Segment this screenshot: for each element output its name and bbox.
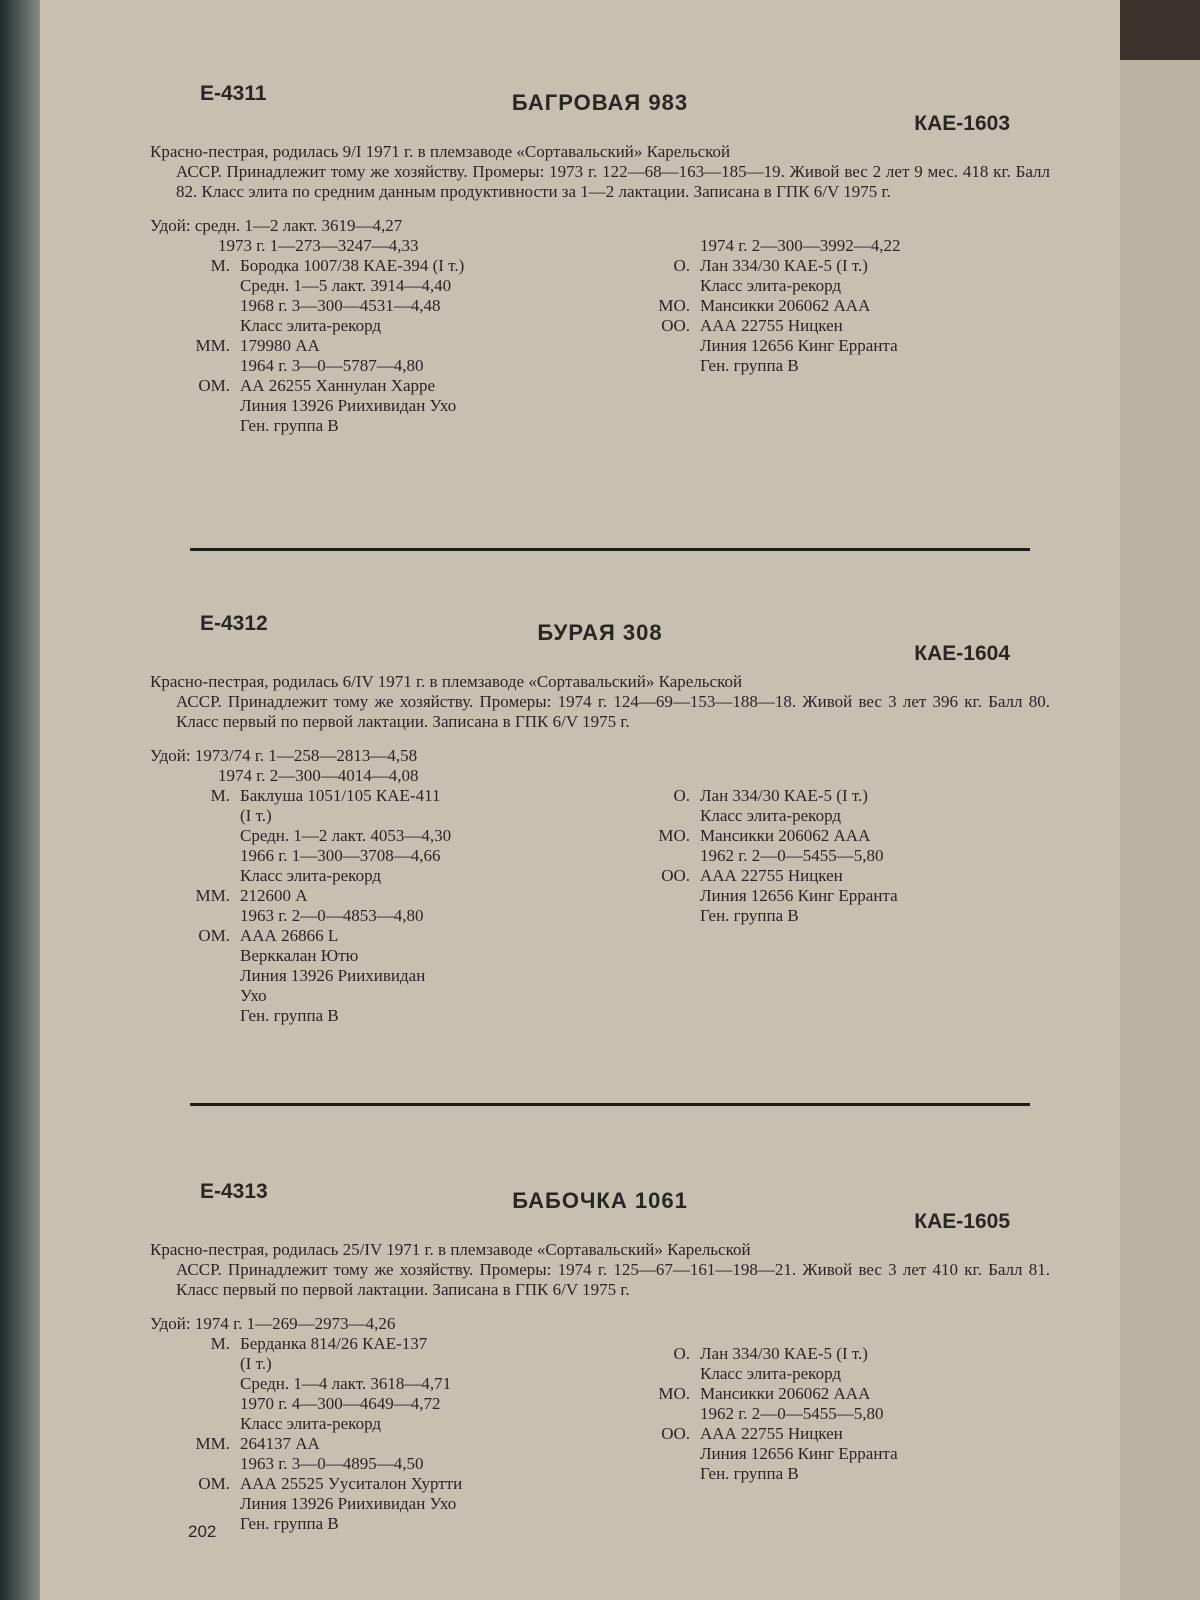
pedigree-line: Класс элита-рекорд: [240, 316, 381, 335]
entry-number: Е-4313: [200, 1180, 268, 1203]
pedigree-line: Ген. группа В: [240, 416, 339, 435]
pedigree-row-maternal-grandmother: ММ. 264137 АА: [195, 1434, 320, 1453]
pedigree-line: Ген. группа В: [240, 1514, 339, 1533]
pedigree-line: Класс элита-рекорд: [240, 866, 381, 885]
kae-number: КАЕ-1604: [914, 642, 1010, 665]
pedigree-line: 1963 г. 3—0—4895—4,50: [240, 1454, 424, 1473]
cow-name: БУРАЯ 308: [537, 620, 663, 645]
pedigree-line: Класс элита-рекорд: [240, 1414, 381, 1433]
pedigree-row-paternal-grandfather: ОО. ААА 22755 Ницкен: [661, 1424, 843, 1443]
description-first-line: Красно-пестрая, родилась 9/I 1971 г. в племзаводе «Сортавальский» Карельской: [150, 142, 731, 161]
description-first-line: Красно-пестрая, родилась 25/IV 1971 г. в племзаводе «Сортавальский» Карельской: [150, 1240, 751, 1259]
pedigree-row-father: О. Лан 334/30 КАЕ-5 (I т.): [673, 786, 868, 805]
cow-name: БАГРОВАЯ 983: [511, 90, 689, 115]
pedigree-line: Класс элита-рекорд: [700, 276, 841, 295]
pedigree-left: [150, 216, 610, 436]
pedigree-line: 1962 г. 2—0—5455—5,80: [700, 1404, 884, 1423]
facing-page-edge: [1110, 60, 1200, 1600]
entry-header: [150, 82, 1050, 135]
kae-number: КАЕ-1603: [914, 112, 1010, 135]
pedigree-row-maternal-grandfather: ОМ. ААА 25525 Ууситалон Хуртти: [198, 1474, 463, 1493]
pedigree-line: 1962 г. 2—0—5455—5,80: [700, 846, 884, 865]
pedigree-line: Линия 13926 Риихивидан Ухо: [240, 1494, 457, 1513]
pedigree-right: [630, 236, 1050, 376]
pedigree-line: 1970 г. 4—300—4649—4,72: [240, 1394, 441, 1413]
pedigree-line: (I т.): [240, 1354, 272, 1373]
pedigree-row-paternal-grandfather: ОО. ААА 22755 Ницкен: [661, 316, 843, 335]
pedigree-right: [630, 1344, 1050, 1484]
pedigree-line: Линия 13926 Риихивидан: [240, 966, 426, 985]
entry-e4312: [150, 612, 1050, 1025]
pedigree-line: 1964 г. 3—0—5787—4,80: [240, 356, 424, 375]
pedigree-line: Ген. группа В: [700, 356, 799, 375]
pedigree-line: Средн. 1—2 лакт. 4053—4,30: [240, 826, 452, 845]
entry-description: [150, 142, 1050, 202]
pedigree-line: Ген. группа В: [700, 906, 799, 925]
section-divider: [190, 1103, 1030, 1106]
entry-e4311: [150, 82, 1050, 435]
milk-yield: Удой: 1974 г. 1—269—2973—4,26: [150, 1314, 396, 1333]
pedigree-line: Средн. 1—4 лакт. 3618—4,71: [240, 1374, 452, 1393]
pedigree-row-maternal-grandmother: ММ. 212600 А: [195, 886, 308, 905]
section-divider: [190, 548, 1030, 551]
entry-header: [150, 612, 1050, 665]
pedigree-line: Линия 13926 Риихивидан Ухо: [240, 396, 457, 415]
description-rest: АССР. Принадлежит тому же хозяйству. Промеры: 1974 г. 124—69—153—188—18. Живой вес 3 лет 396 кг. Балл 80. Класс первый по первой лактации. Записана в ГПК 6/V 1975 г.: [176, 692, 1050, 731]
book-spine: [0, 0, 40, 1600]
pedigree-row-mother: М. Баклуша 1051/105 КАЕ-411: [210, 786, 441, 805]
milk-yield-line: 1973 г. 1—273—3247—4,33: [218, 236, 419, 255]
pedigree-row-mother: М. Бородка 1007/38 КАЕ-394 (I т.): [210, 256, 465, 275]
pedigree-line: Линия 12656 Кинг Ерранта: [700, 886, 898, 905]
pedigree-line: Ген. группа В: [700, 1464, 799, 1483]
pedigree-row-paternal-grandfather: ОО. ААА 22755 Ницкен: [661, 866, 843, 885]
pedigree-row-mother: М. Берданка 814/26 КАЕ-137: [210, 1334, 428, 1353]
description-rest: АССР. Принадлежит тому же хозяйству. Промеры: 1974 г. 125—67—161—198—21. Живой вес 3 лет 410 кг. Балл 81. Класс первый по первой лактации. Записана в ГПК 6/V 1975 г.: [176, 1260, 1050, 1299]
pedigree-row-paternal-grandmother: МО. Мансикки 206062 ААА: [658, 826, 871, 845]
page-number: 202: [188, 1522, 217, 1541]
pedigree-row-father: О. Лан 334/30 КАЕ-5 (I т.): [673, 1344, 868, 1363]
pedigree-line: Верккалан Ютю: [240, 946, 359, 965]
pedigree-row-maternal-grandfather: ОМ. АА 26255 Ханнулан Харре: [198, 376, 436, 395]
milk-yield: Удой: 1973/74 г. 1—258—2813—4,58: [150, 746, 418, 765]
cow-name: БАБОЧКА 1061: [512, 1188, 688, 1213]
pedigree-row-paternal-grandmother: МО. Мансикки 206062 ААА: [658, 296, 871, 315]
entry-number: Е-4312: [200, 612, 268, 635]
description-rest: АССР. Принадлежит тому же хозяйству. Промеры: 1973 г. 122—68—163—185—19. Живой вес 2 лет 9 мес. 418 кг. Балл 82. Класс элита по средним данным продуктивности за 1—2 лактации. Записана в ГПК 6/V 1975 г.: [176, 162, 1050, 201]
milk-yield-line: 1974 г. 2—300—4014—4,08: [218, 766, 419, 785]
description-first-line: Красно-пестрая, родилась 6/IV 1971 г. в племзаводе «Сортавальский» Карельской: [150, 672, 743, 691]
entry-number: Е-4311: [200, 82, 267, 105]
pedigree-line: Средн. 1—5 лакт. 3914—4,40: [240, 276, 452, 295]
pedigree-line: Класс элита-рекорд: [700, 1364, 841, 1383]
pedigree-line: Класс элита-рекорд: [700, 806, 841, 825]
pedigree-row-maternal-grandmother: ММ. 179980 АА: [195, 336, 320, 355]
pedigree-left: [150, 1314, 610, 1534]
pedigree-line: Ген. группа В: [240, 1006, 339, 1025]
pedigree-row-father: О. Лан 334/30 КАЕ-5 (I т.): [673, 256, 868, 275]
milk-yield-line: 1974 г. 2—300—3992—4,22: [700, 236, 901, 255]
pedigree-right: [630, 786, 1050, 926]
pedigree-line: Линия 12656 Кинг Ерранта: [700, 336, 898, 355]
entry-description: [150, 672, 1050, 732]
milk-yield: Удой: средн. 1—2 лакт. 3619—4,27: [150, 216, 403, 235]
pedigree-line: 1966 г. 1—300—3708—4,66: [240, 846, 441, 865]
pedigree-row-paternal-grandmother: МО. Мансикки 206062 ААА: [658, 1384, 871, 1403]
pedigree-line: 1963 г. 2—0—4853—4,80: [240, 906, 424, 925]
entry-description: [150, 1240, 1050, 1300]
pedigree-line: Ухо: [240, 986, 267, 1005]
pedigree-left: [150, 746, 610, 1026]
pedigree-line: (I т.): [240, 806, 272, 825]
kae-number: КАЕ-1605: [914, 1210, 1010, 1233]
entry-header: [150, 1180, 1050, 1233]
pedigree-line: 1968 г. 3—300—4531—4,48: [240, 296, 441, 315]
pedigree-line: Линия 12656 Кинг Ерранта: [700, 1444, 898, 1463]
pedigree-row-maternal-grandfather: ОМ. ААА 26866 L: [198, 926, 339, 945]
